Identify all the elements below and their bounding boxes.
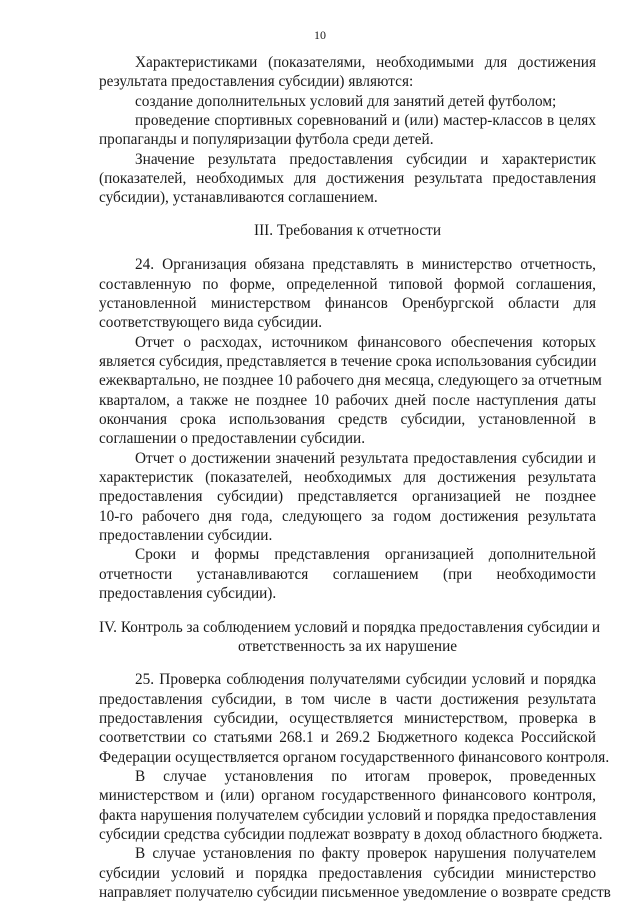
text-line: 25. Проверка соблюдения получателями субсидии условий и порядка [135,671,596,689]
text-line: предоставления субсидии, осуществляется министерством, проверка в [99,709,596,727]
text-line: министерством и (или) органом государственного финансового контроля, [99,787,596,805]
text-line: направляет получателю субсидии письменное уведомление о возврате средств [99,884,611,901]
text-line: предоставлении субсидии. [99,527,273,544]
text-line: Характеристиками (показателями, необходимыми для достижения [135,54,596,71]
text-line: 10-го рабочего дня года, следующего за годом достижения результата [99,507,596,525]
section-heading: ответственность за их нарушение [237,638,458,656]
text-line: кварталом, а также не позднее 10 рабочих дней после наступления даты [99,391,596,409]
text-line: Значение результата предоставления субсидии и характеристик [135,150,596,168]
text-line: субсидии), устанавливаются соглашением. [99,189,378,207]
text-line: факта нарушения получателем субсидии условий и порядка предоставления [99,806,597,824]
text-line: отчетности устанавливаются соглашением (при необходимости [99,565,596,583]
text-line: ежеквартально, не позднее 10 рабочего дня месяца, следующего за отчетным [99,372,602,390]
text-line: субсидии средства субсидии подлежат возврату в доход областного бюджета. [99,826,603,843]
text-line: является субсидия, представляется в течение срока использования субсидии [99,352,597,370]
text-line: Отчет о расходах, источником финансового обеспечения которых [135,333,596,351]
text-line: 24. Организация обязана представлять в министерство отчетность, [135,256,596,274]
text-line: предоставления субсидии, в том числе в части достижения результата [99,690,596,708]
text-line: пропаганды и популяризации футбола среди детей. [99,131,434,149]
text-line: соответствующего вида субсидии. [99,314,323,332]
text-line: характеристик (показателей, необходимых для достижения результата [99,469,596,486]
text-line: предоставления субсидии). [99,585,277,603]
text-line: составленную по форме, определенной типовой формой соглашения, [99,275,596,293]
text-line: В случае установления по итогам проверок, проведенных [135,767,596,785]
text-line: Сроки и формы представления организацией дополнительной [135,546,596,564]
text-line: соглашении о предоставлении субсидии. [99,430,366,448]
section-heading: IV. Контроль за соблюдением условий и порядка предоставления субсидии и [99,618,601,636]
text-line: Отчет о достижении значений результата предоставления субсидии и [135,449,596,467]
text-line: субсидии условий и порядка предоставления субсидии министерство [99,864,596,882]
text-line: (показателей, необходимых для достижения результата предоставления [99,170,596,188]
text-line: проведение спортивных соревнований и (или) мастер-классов в целях [135,112,596,129]
section-heading: III. Требования к отчетности [253,222,442,240]
text-line: соответствии со статьями 268.1 и 269.2 Бюджетного кодекса Российской [99,729,596,747]
text-line: результата предоставления субсидии) являются: [99,73,414,91]
text-line: создание дополнительных условий для занятий детей футболом; [135,92,557,110]
text-line: предоставления субсидии) представляется организацией не позднее [99,488,596,506]
text-line: установленной министерством финансов Оренбургской области для [99,294,596,312]
text-line: Федерации осуществляется органом государственного финансового контроля. [99,748,610,766]
text-line: В случае установления по факту проверок нарушения получателем [135,845,596,863]
page-number: 10 [314,28,326,42]
text-line: окончания срока использования средств субсидии, установленной в [99,411,596,428]
